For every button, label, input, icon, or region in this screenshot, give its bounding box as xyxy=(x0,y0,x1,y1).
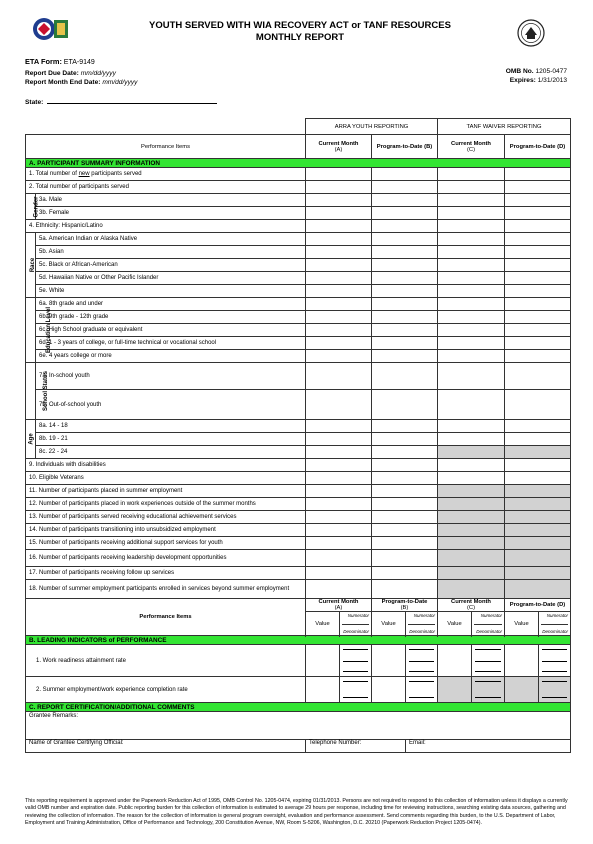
row-10-b[interactable] xyxy=(372,472,438,485)
row-10-label: 10. Eligible Veterans xyxy=(26,472,306,485)
table-row xyxy=(26,259,571,272)
table-row xyxy=(26,207,571,220)
indicator-1-b-numden[interactable] xyxy=(406,645,438,677)
section-a-header: A. PARTICIPANT SUMMARY INFORMATION xyxy=(26,159,571,168)
title-line-1: YOUTH SERVED WITH WIA RECOVERY ACT or TANF RESOURCES xyxy=(149,20,451,31)
row-7a-c[interactable] xyxy=(438,363,505,390)
table-row xyxy=(26,567,571,580)
row-12-b[interactable] xyxy=(372,498,438,511)
indicator-2-c-value xyxy=(438,677,472,703)
table-row xyxy=(26,524,571,537)
program-to-date-d-header-b: Program-to-Date (D) xyxy=(505,599,571,612)
current-month-c-header: Current Month (C) xyxy=(438,135,505,159)
certifying-official-label: Name of Grantee Certifying Official: xyxy=(29,740,124,746)
row-6e-d[interactable] xyxy=(505,350,571,363)
row-5e-d[interactable] xyxy=(505,285,571,298)
row-14-label: 14. Number of participants transitioning into unsubsidized employment xyxy=(26,524,306,537)
row-6c-d[interactable] xyxy=(505,324,571,337)
row-6c-b[interactable] xyxy=(372,324,438,337)
table-row xyxy=(26,511,571,524)
indicator-2-d-value xyxy=(505,677,539,703)
row-6e-c[interactable] xyxy=(438,350,505,363)
telephone-label: Telephone Number: xyxy=(309,740,362,746)
row-8b-d[interactable] xyxy=(505,433,571,446)
expires-label: Expires: xyxy=(509,77,536,84)
report-table xyxy=(25,118,571,753)
indicator-1-c-value[interactable] xyxy=(438,645,472,677)
numden-a-header: Numerator Denominator xyxy=(340,612,372,636)
section-c-header: C. REPORT CERTIFICATION/ADDITIONAL COMMENTS xyxy=(26,703,571,712)
row-8a-label: 8a. 14 - 18 xyxy=(36,420,306,433)
row-5d-label: 5d. Hawaiian Native or Other Pacific Islander xyxy=(36,272,306,285)
numden-c-header: Numerator Denominator xyxy=(472,612,505,636)
title-line-2: MONTHLY REPORT xyxy=(255,32,345,43)
table-row xyxy=(26,168,571,181)
row-5e-label: 5e. White xyxy=(36,285,306,298)
row-6e-label: 6e. 4 years college or more xyxy=(36,350,306,363)
row-3a-c[interactable] xyxy=(438,194,505,207)
row-3b-label: 3b. Female xyxy=(36,207,306,220)
table-row xyxy=(26,390,571,420)
row-5a-d[interactable] xyxy=(505,233,571,246)
performance-items-header: Performance Items xyxy=(26,135,306,159)
row-18-c xyxy=(438,580,505,599)
row-5d-c[interactable] xyxy=(438,272,505,285)
eta-form-label: ETA Form: xyxy=(25,57,62,66)
row-12-d xyxy=(505,498,571,511)
row-5a-c[interactable] xyxy=(438,233,505,246)
table-row xyxy=(26,446,571,459)
table-row xyxy=(26,472,571,485)
row-6d-label: 6d. 1 - 3 years of college, or full-time technical or vocational school xyxy=(36,337,306,350)
row-9-d[interactable] xyxy=(505,459,571,472)
value-a-header: Value xyxy=(306,612,340,636)
report-meta-left xyxy=(25,57,137,87)
row-4-b[interactable] xyxy=(372,220,438,233)
race-group-label: Race xyxy=(26,233,36,298)
row-17-d xyxy=(505,567,571,580)
row-5e-b[interactable] xyxy=(372,285,438,298)
table-row xyxy=(26,233,571,246)
indicator-1-c-numden[interactable] xyxy=(472,645,505,677)
table-row xyxy=(26,272,571,285)
table-row xyxy=(26,459,571,472)
due-date-label: Report Due Date: xyxy=(25,70,79,77)
row-11-label: 11. Number of participants placed in summer employment xyxy=(26,485,306,498)
dol-seal-icon xyxy=(516,18,546,48)
row-6c-a[interactable] xyxy=(306,324,372,337)
section-b-header: B. LEADING INDICATORS of PERFORMANCE xyxy=(26,636,571,645)
row-8c-b[interactable] xyxy=(372,446,438,459)
row-7a-a[interactable] xyxy=(306,363,372,390)
row-14-c xyxy=(438,524,505,537)
form-header xyxy=(0,0,593,110)
age-group-label: Age xyxy=(26,420,36,459)
row-7b-a[interactable] xyxy=(306,390,372,420)
row-5b-d[interactable] xyxy=(505,246,571,259)
row-6d-d[interactable] xyxy=(505,337,571,350)
table-row xyxy=(26,285,571,298)
row-15-d xyxy=(505,537,571,550)
row-5b-a[interactable] xyxy=(306,246,372,259)
row-18-label: 18. Number of summer employment participants enrolled in services beyond summer employment xyxy=(26,580,306,599)
row-6a-c[interactable] xyxy=(438,298,505,311)
indicator-2-a-value[interactable] xyxy=(306,677,340,703)
table-row xyxy=(26,550,571,567)
indicator-1-d-value[interactable] xyxy=(505,645,539,677)
row-8c-d xyxy=(505,446,571,459)
row-8b-c[interactable] xyxy=(438,433,505,446)
row-6d-c[interactable] xyxy=(438,337,505,350)
row-5b-label: 5b. Asian xyxy=(36,246,306,259)
row-5c-b[interactable] xyxy=(372,259,438,272)
month-end-label: Report Month End Date: xyxy=(25,79,101,86)
row-6b-a[interactable] xyxy=(306,311,372,324)
row-5a-a[interactable] xyxy=(306,233,372,246)
table-row xyxy=(26,311,571,324)
row-14-b[interactable] xyxy=(372,524,438,537)
indicator-2-d-numden xyxy=(539,677,571,703)
row-12-label: 12. Number of participants placed in work experiences outside of the summer months xyxy=(26,498,306,511)
row-6a-b[interactable] xyxy=(372,298,438,311)
row-4-d[interactable] xyxy=(505,220,571,233)
table-row xyxy=(26,194,571,207)
table-row xyxy=(26,537,571,550)
row-7a-b[interactable] xyxy=(372,363,438,390)
table-row xyxy=(26,498,571,511)
row-12-c xyxy=(438,498,505,511)
row-5e-a[interactable] xyxy=(306,285,372,298)
table-row xyxy=(26,298,571,311)
row-8b-label: 8b. 19 - 21 xyxy=(36,433,306,446)
row-15-label: 15. Number of participants receiving additional support services for youth xyxy=(26,537,306,550)
indicator-1-d-numden[interactable] xyxy=(539,645,571,677)
row-5b-b[interactable] xyxy=(372,246,438,259)
row-15-b[interactable] xyxy=(372,537,438,550)
row-8a-a[interactable] xyxy=(306,420,372,433)
certifying-official-field[interactable] xyxy=(26,740,306,753)
row-5a-label: 5a. American Indian or Alaska Native xyxy=(36,233,306,246)
row-11-b[interactable] xyxy=(372,485,438,498)
row-3b-c[interactable] xyxy=(438,207,505,220)
row-1-c[interactable] xyxy=(438,168,505,181)
row-9-label: 9. Individuals with disabilities xyxy=(26,459,306,472)
indicator-1-a-numden[interactable] xyxy=(340,645,372,677)
row-3b-d[interactable] xyxy=(505,207,571,220)
arra-header: ARRA YOUTH REPORTING xyxy=(306,119,438,135)
row-9-c[interactable] xyxy=(438,459,505,472)
eta-form-value: ETA-9149 xyxy=(63,59,95,66)
row-13-label: 13. Number of participants served receiving educational achievement services xyxy=(26,511,306,524)
row-5d-b[interactable] xyxy=(372,272,438,285)
row-7b-d[interactable] xyxy=(505,390,571,420)
row-18-b[interactable] xyxy=(372,580,438,599)
row-12-a[interactable] xyxy=(306,498,372,511)
row-6c-c[interactable] xyxy=(438,324,505,337)
row-5c-a[interactable] xyxy=(306,259,372,272)
current-month-a-header: Current Month (A) xyxy=(306,135,372,159)
table-row xyxy=(26,677,571,703)
row-2-a[interactable] xyxy=(306,181,372,194)
row-7a-d[interactable] xyxy=(505,363,571,390)
row-5d-a[interactable] xyxy=(306,272,372,285)
row-11-d xyxy=(505,485,571,498)
row-5c-label: 5c. Black or African-American xyxy=(36,259,306,272)
table-row xyxy=(26,580,571,599)
school-status-group-label: School Status xyxy=(26,363,36,420)
current-month-a-header-b: Current Month (A) xyxy=(306,599,372,612)
row-13-d xyxy=(505,511,571,524)
row-6b-label: 6b. 9th grade - 12th grade xyxy=(36,311,306,324)
row-16-label: 16. Number of participants receiving leadership development opportunities xyxy=(26,550,306,567)
indicator-1-a-value[interactable] xyxy=(306,645,340,677)
row-11-a[interactable] xyxy=(306,485,372,498)
row-1-a[interactable] xyxy=(306,168,372,181)
education-group-label: Education Level xyxy=(26,298,36,363)
row-5d-d[interactable] xyxy=(505,272,571,285)
row-10-d[interactable] xyxy=(505,472,571,485)
row-6c-label: 6c. High School graduate or equivalent xyxy=(36,324,306,337)
program-to-date-d-header: Program-to-Date (D) xyxy=(505,135,571,159)
row-8c-c xyxy=(438,446,505,459)
eta-logo-icon xyxy=(32,14,72,44)
row-6e-a[interactable] xyxy=(306,350,372,363)
due-date-value: mm/dd/yyyy xyxy=(80,70,116,77)
indicator-2-b-numden[interactable] xyxy=(406,677,438,703)
row-17-a[interactable] xyxy=(306,567,372,580)
row-11-c xyxy=(438,485,505,498)
email-label: Email: xyxy=(409,740,426,746)
row-2-label: 2. Total number of participants served xyxy=(26,181,306,194)
table-row xyxy=(26,350,571,363)
row-2-c[interactable] xyxy=(438,181,505,194)
grantee-remarks-label: Grantee Remarks: xyxy=(29,713,79,719)
table-row xyxy=(26,181,571,194)
row-6a-d[interactable] xyxy=(505,298,571,311)
indicator-2-b-value[interactable] xyxy=(372,677,406,703)
row-3b-b[interactable] xyxy=(372,207,438,220)
omb-label: OMB No. xyxy=(505,68,534,75)
report-meta-right xyxy=(470,67,567,85)
numden-b-header: Numerator Denominator xyxy=(406,612,438,636)
row-8c-a[interactable] xyxy=(306,446,372,459)
table-row xyxy=(26,433,571,446)
row-16-b[interactable] xyxy=(372,550,438,567)
telephone-field[interactable] xyxy=(306,740,406,753)
row-13-a[interactable] xyxy=(306,511,372,524)
row-16-c xyxy=(438,550,505,567)
row-6e-b[interactable] xyxy=(372,350,438,363)
grantee-remarks-field[interactable] xyxy=(26,712,571,740)
row-8a-c[interactable] xyxy=(438,420,505,433)
tanf-header: TANF WAIVER REPORTING xyxy=(438,119,571,135)
paperwork-notice: This reporting requirement is approved under the Paperwork Reduction Act of 1995, OMB Control No. 1205-0474, expiring 01/31/2013. Persons are not required to respond to this collection of information unless it displays a currently valid OMB number and expiration date. Public reporting burden for this collection of information is estimated to average 29 hours per response, including time for reviewing instructions, searching existing data sources, gathering and reviewing the collection of information. The reason for the collection of information is general program oversight, evaluation and performance assessment. Send comments regarding this burden, to the U.S. Department of Labor, Employment and Training Administration, Office of Performance and Technology, 200 Constitution Avenue, NW, Room S-5206, Washington, D.C. 20210 (Paperwork Reduction Project 1205-0474). xyxy=(25,798,568,826)
row-18-a[interactable] xyxy=(306,580,372,599)
row-6a-a[interactable] xyxy=(306,298,372,311)
performance-items-header-b: Performance Items xyxy=(26,599,306,636)
row-4-c[interactable] xyxy=(438,220,505,233)
email-field[interactable] xyxy=(406,740,571,753)
month-end-value: mm/dd/yyyy xyxy=(102,79,138,86)
row-17-c xyxy=(438,567,505,580)
program-to-date-b-header-b: Program-to-Date (B) xyxy=(372,599,438,612)
row-1-d[interactable] xyxy=(505,168,571,181)
row-6d-b[interactable] xyxy=(372,337,438,350)
row-4-a[interactable] xyxy=(306,220,372,233)
value-d-header: Value xyxy=(505,612,539,636)
omb-value: 1205-0477 xyxy=(535,68,567,75)
row-16-d xyxy=(505,550,571,567)
row-7b-c[interactable] xyxy=(438,390,505,420)
indicator-2-c-numden xyxy=(472,677,505,703)
row-6b-c[interactable] xyxy=(438,311,505,324)
row-7b-b[interactable] xyxy=(372,390,438,420)
row-14-d xyxy=(505,524,571,537)
row-5e-c[interactable] xyxy=(438,285,505,298)
expires-value: 1/31/2013 xyxy=(537,77,567,84)
row-5b-c[interactable] xyxy=(438,246,505,259)
indicator-1-label: 1. Work readiness attainment rate xyxy=(26,645,306,677)
value-c-header: Value xyxy=(438,612,472,636)
program-to-date-b-header: Program-to-Date (B) xyxy=(372,135,438,159)
row-1-b[interactable] xyxy=(372,168,438,181)
row-15-a[interactable] xyxy=(306,537,372,550)
state-input-line[interactable] xyxy=(47,98,217,104)
row-10-c[interactable] xyxy=(438,472,505,485)
table-row xyxy=(26,645,571,677)
row-4-label: 4. Ethnicity: Hispanic/Latino xyxy=(26,220,306,233)
row-8c-label: 8c. 22 - 24 xyxy=(36,446,306,459)
row-17-label: 17. Number of participants receiving follow up services xyxy=(26,567,306,580)
row-2-d[interactable] xyxy=(505,181,571,194)
table-row xyxy=(26,246,571,259)
current-month-c-header-b: Current Month (C) xyxy=(438,599,505,612)
row-3a-a[interactable] xyxy=(306,194,372,207)
row-8a-b[interactable] xyxy=(372,420,438,433)
row-6b-d[interactable] xyxy=(505,311,571,324)
state-label: State: xyxy=(25,99,44,106)
table-row xyxy=(26,337,571,350)
row-13-c xyxy=(438,511,505,524)
state-field[interactable] xyxy=(25,98,217,106)
row-3b-a[interactable] xyxy=(306,207,372,220)
row-9-a[interactable] xyxy=(306,459,372,472)
row-3a-d[interactable] xyxy=(505,194,571,207)
row-7a-label: 7a. In-school youth xyxy=(36,363,306,390)
table-row xyxy=(26,420,571,433)
row-6a-label: 6a. 8th grade and under xyxy=(36,298,306,311)
row-9-b[interactable] xyxy=(372,459,438,472)
row-16-a[interactable] xyxy=(306,550,372,567)
indicator-2-a-numden[interactable] xyxy=(340,677,372,703)
form-title xyxy=(130,20,470,44)
row-10-a[interactable] xyxy=(306,472,372,485)
value-b-header: Value xyxy=(372,612,406,636)
indicator-1-b-value[interactable] xyxy=(372,645,406,677)
row-13-b[interactable] xyxy=(372,511,438,524)
numden-d-header: Numerator Denominator xyxy=(539,612,571,636)
table-row xyxy=(26,324,571,337)
row-17-b[interactable] xyxy=(372,567,438,580)
row-14-a[interactable] xyxy=(306,524,372,537)
row-3a-label: 3a. Male xyxy=(36,194,306,207)
gender-group-label: Gender xyxy=(26,194,36,220)
row-15-c xyxy=(438,537,505,550)
row-5c-d[interactable] xyxy=(505,259,571,272)
row-8b-a[interactable] xyxy=(306,433,372,446)
row-6b-b[interactable] xyxy=(372,311,438,324)
table-row xyxy=(26,220,571,233)
row-5c-c[interactable] xyxy=(438,259,505,272)
row-8a-d[interactable] xyxy=(505,420,571,433)
table-row xyxy=(26,485,571,498)
row-8b-b[interactable] xyxy=(372,433,438,446)
row-2-b[interactable] xyxy=(372,181,438,194)
row-7b-label: 7b. Out-of-school youth xyxy=(36,390,306,420)
row-1-label: 1. Total number of new participants served xyxy=(26,168,306,181)
row-5a-b[interactable] xyxy=(372,233,438,246)
table-row xyxy=(26,363,571,390)
row-3a-b[interactable] xyxy=(372,194,438,207)
row-18-d xyxy=(505,580,571,599)
row-6d-a[interactable] xyxy=(306,337,372,350)
indicator-2-label: 2. Summer employment/work experience completion rate xyxy=(26,677,306,703)
